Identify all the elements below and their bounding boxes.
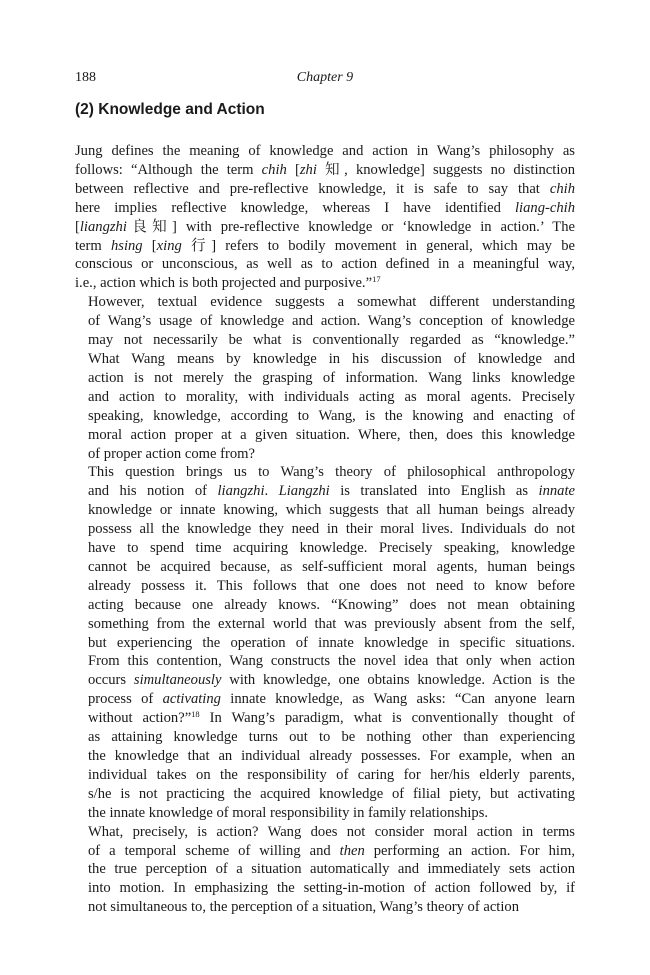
text-line: of proper action come from? (88, 445, 255, 462)
chapter-title: Chapter 9 (296, 70, 354, 85)
text-line: the innate knowledge of moral responsibility in family relationships. (88, 804, 489, 821)
text-line: not simultaneous to, the perception of a situation, Wang’s theory of action (88, 899, 520, 916)
text-line: as attaining knowledge turns out to be nothing other than experiencing (88, 729, 575, 746)
text-line: into motion. In emphasizing the setting-in-motion of action followed by, if (88, 880, 575, 897)
text-line: here implies reflective knowledge, whereas I have identified liang-chih (75, 199, 575, 216)
text-line: and his notion of liangzhi. Liangzhi is translated into English as innate (88, 483, 576, 500)
text-line: Jung defines the meaning of knowledge and action in Wang’s philosophy as (75, 143, 575, 159)
text-line: the knowledge that an individual already possesses. For example, when an (88, 748, 575, 764)
paragraph (75, 823, 575, 918)
text-line: acting because one already knows. “Knowing” does not mean obtaining (88, 596, 575, 613)
text-line: i.e., action which is both projected and purposive.”$^{17}$ (75, 274, 381, 292)
text-line: What, precisely, is action? Wang does not consider moral action in terms (88, 823, 575, 840)
text-line: individual takes on the responsibility of caring for her/his elderly parents, (88, 766, 575, 783)
text-line: speaking, knowledge, according to Wang, is the knowing and enacting of (88, 407, 575, 424)
text-line: s/he is not practicing the acquired knowledge of filial piety, but activating (88, 785, 575, 802)
text-line: and action to morality, with individuals acting as moral agents. Precisely (88, 388, 575, 405)
text-line: action is not merely the grasping of information. Wang links knowledge (88, 369, 575, 386)
page-number: 188 (75, 70, 96, 85)
text-line: knowledge or innate knowing, which suggests that all human beings already (88, 502, 575, 519)
text-line: occurs simultaneously with knowledge, one obtains knowledge. Action is the (88, 672, 575, 689)
text-line: something from the external world that was previously absent from the self, (88, 615, 575, 632)
text-line: may not necessarily be what is conventionally regarded as “knowledge.” (88, 332, 575, 349)
text-line: possess all the knowledge they need in their moral lives. Individuals do not (88, 521, 575, 538)
text-line: From this contention, Wang constructs the novel idea that only when action (88, 653, 575, 670)
text-line: already possess it. This follows that one does not need to know before (88, 577, 575, 594)
text-line: have to spend time acquiring knowledge. Precisely speaking, knowledge (88, 540, 575, 557)
text-line: the true perception of a situation automatically and immediately sets action (88, 861, 575, 878)
text-line: moral action proper at a given situation. Where, then, does this knowledge (88, 426, 575, 443)
text-line: without action?”$^{18}$ In Wang’s paradigm, what is conventionally thought of (88, 709, 575, 727)
paragraph (75, 463, 575, 822)
text-line: follows: “Although the term chih [zhi 知, knowledge] suggests no distinction (75, 161, 575, 178)
running-header (75, 70, 575, 92)
text-line: What Wang means by knowledge in his discussion of knowledge and (88, 350, 575, 367)
text-line: [liangzhi良知] with pre-reflective knowledge or ‘knowledge in action.’ The (75, 218, 575, 235)
paragraph (75, 293, 575, 463)
paragraph (75, 142, 575, 293)
section-heading: (2) Knowledge and Action (75, 101, 265, 118)
text-line: process of activating innate knowledge, as Wang asks: “Can anyone learn (88, 691, 575, 708)
text-line: between reflective and pre-reflective knowledge, it is safe to say that chih (75, 180, 575, 197)
text-line: However, textual evidence suggests a somewhat different understanding (88, 294, 575, 311)
text-line: cannot be acquired because, as self-sufficient moral agents, human beings (88, 558, 575, 575)
text-line: conscious or unconscious, as well as to action defined in a meaningful way, (75, 256, 575, 273)
text-line: This question brings us to Wang’s theory of philosophical anthropology (88, 464, 575, 481)
text-line: but experiencing the operation of innate knowledge in specific situations. (88, 634, 575, 651)
text-line: term hsing [xing 行] refers to bodily movement in general, which may be (75, 237, 575, 254)
text-line: of a temporal scheme of willing and then performing an action. For him, (88, 842, 575, 859)
text-line: of Wang’s usage of knowledge and action. Wang’s conception of knowledge (88, 313, 575, 330)
body-text (75, 142, 575, 917)
